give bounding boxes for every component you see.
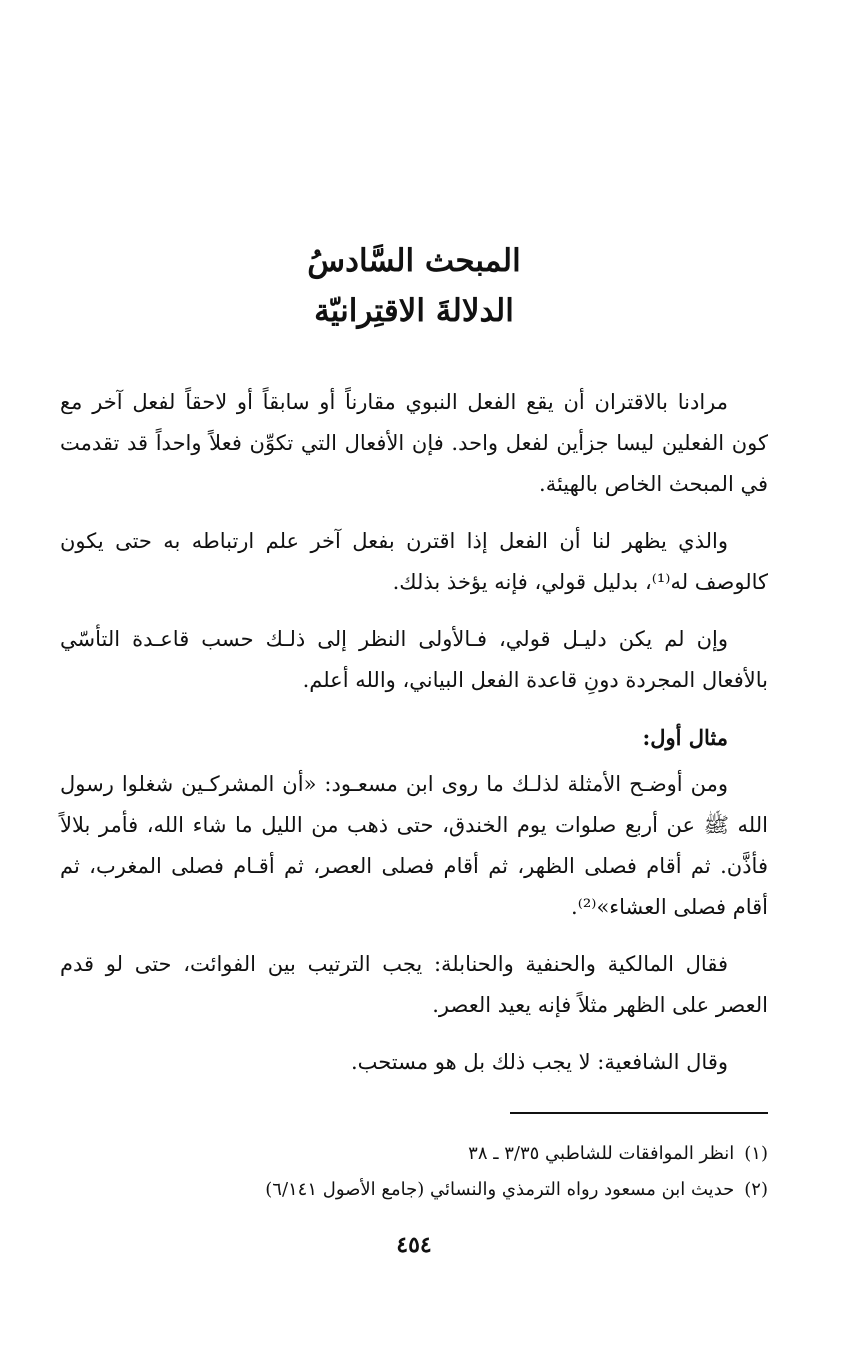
footnotes [60, 1136, 768, 1208]
footnote-marker: (١) [744, 1143, 768, 1164]
footnote-divider [510, 1112, 768, 1114]
footnote-text: حديث ابن مسعود رواه الترمذي والنسائي (جامع الأصول ٦/١٤١) [265, 1179, 735, 1200]
chapter-subtitle: الدلالةَ الاقتِرانيّة [314, 293, 514, 329]
example-paragraph: وقال الشافعية: لا يجب ذلك بل هو مستحب. [350, 1050, 728, 1074]
footnote-item [60, 1172, 768, 1208]
example-paragraph: فقال المالكية والحنفية والحنابلة: يجب الترتيب بين الفوائت، حتى لو قدم العصر على الظهر مثلاً فإنه يعيد العصر. [60, 952, 768, 1017]
chapter-title: المبحث السَّادسُ [307, 243, 521, 279]
example-paragraph: ومن أوضـح الأمثلة لذلـك ما روى ابن مسعـود: «أن المشركـين شغلوا رسول الله ﷺ عن أربع صلوات يوم الخندق، حتى ذهب من الليل ما شاء الله، فأمر بلالاً فأذَّن. ثم أقام فصلى الظهر، ثم أقام فصلى العصر، ثم أقـام فصلى المغرب، ثم أقام فصلى العشاء»⁽²⁾. [60, 772, 768, 919]
chapter-heading-block [60, 236, 768, 336]
footnote-text: انظر الموافقات للشاطبي ٣/٣٥ ـ ٣٨ [468, 1143, 735, 1164]
paragraph: وإن لم يكن دليـل قولي، فـالأولى النظر إلى ذلـك حسب قاعـدة التأسّي بالأفعال المجردة دونِ قاعدة الفعل البياني، والله أعلم. [60, 627, 768, 692]
paragraph: مرادنا بالاقتران أن يقع الفعل النبوي مقارناً أو سابقاً أو لاحقاً لفعل آخر مع كون الفعلين ليسا جزأين لفعل واحد. فإن الأفعال التي تكوِّن فعلاً واحداً قد تقدمت في المبحث الخاص بالهيئة. [60, 390, 768, 496]
example-label: مثال أول: [642, 725, 728, 750]
book-page [60, 0, 768, 1370]
footnote-marker: (٢) [744, 1179, 768, 1200]
footnote-item [60, 1136, 768, 1172]
paragraph: والذي يظهر لنا أن الفعل إذا اقترن بفعل آخر علم ارتباطه به حتى يكون كالوصف له⁽¹⁾، بدليل قولي، فإنه يؤخذ بذلك. [60, 529, 768, 594]
page-number: ٤٥٤ [396, 1232, 432, 1258]
main-text [60, 382, 768, 1099]
